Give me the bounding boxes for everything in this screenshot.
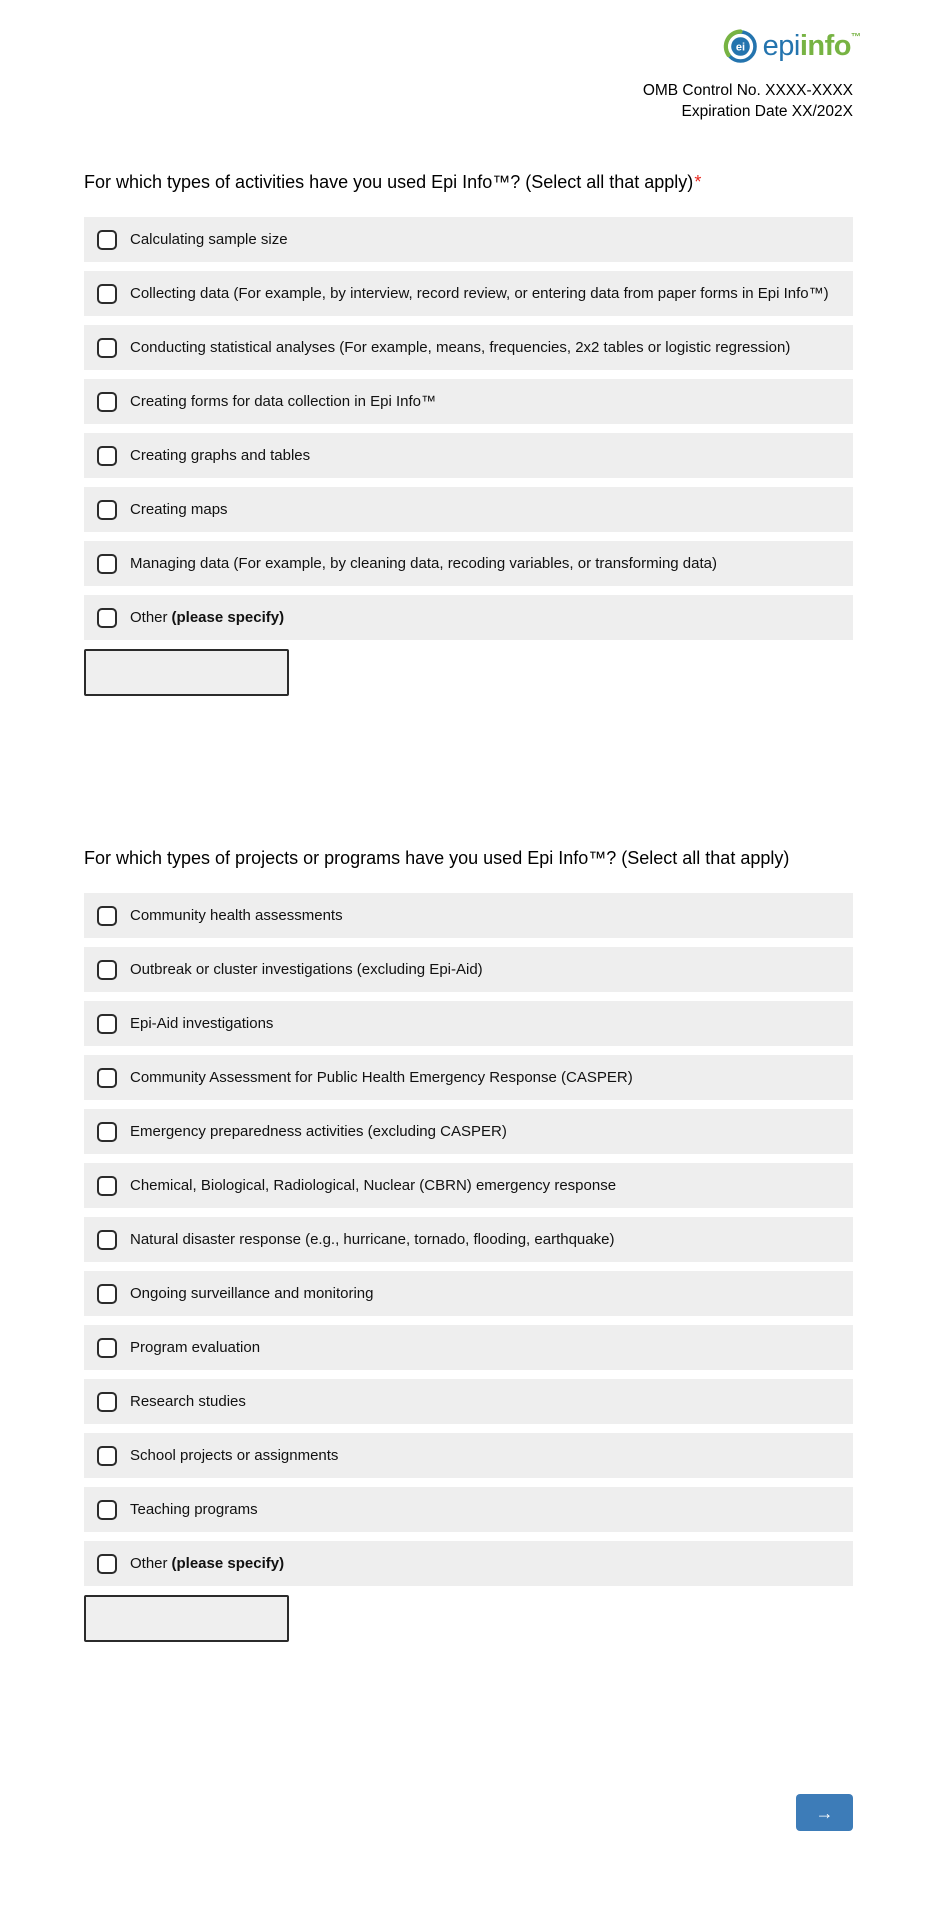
checkbox-option[interactable] (84, 1379, 853, 1424)
checkbox-option[interactable] (84, 1217, 853, 1262)
option-label: Calculating sample size (130, 231, 288, 248)
option-list (84, 217, 853, 640)
option-label: Creating graphs and tables (130, 447, 311, 464)
option-label: Research studies (130, 1393, 246, 1410)
checkbox[interactable] (97, 1554, 117, 1574)
checkbox[interactable] (97, 1284, 117, 1304)
checkbox-option[interactable] (84, 1163, 853, 1208)
checkbox-option[interactable] (84, 379, 853, 424)
checkbox[interactable] (97, 500, 117, 520)
checkbox-option[interactable] (84, 893, 853, 938)
option-label: Other (please specify) (130, 1555, 285, 1572)
checkbox[interactable] (97, 906, 117, 926)
checkbox-option[interactable] (84, 595, 853, 640)
option-label: Natural disaster response (e.g., hurricane, tornado, flooding, earthquake) (130, 1231, 615, 1248)
option-label: Creating maps (130, 501, 228, 518)
checkbox[interactable] (97, 1338, 117, 1358)
logo-text-epi: epi (762, 30, 800, 62)
option-label: Community Assessment for Public Health Emergency Response (CASPER) (130, 1069, 633, 1086)
omb-control-number: OMB Control No. XXXX-XXXX (642, 82, 853, 99)
question-block-projects (84, 840, 853, 1642)
checkbox[interactable] (97, 1500, 117, 1520)
omb-expiration-date: Expiration Date XX/202X (681, 103, 853, 120)
checkbox-option[interactable] (84, 325, 853, 370)
option-list (84, 893, 853, 1586)
next-page-button[interactable]: → (796, 1794, 853, 1831)
svg-text:ei: ei (735, 41, 745, 54)
checkbox-option[interactable] (84, 433, 853, 478)
checkbox[interactable] (97, 1230, 117, 1250)
checkbox[interactable] (97, 392, 117, 412)
survey-footer (84, 1794, 853, 1831)
question-title-text: For which types of projects or programs have you used Epi Info™? (Select all that apply) (84, 848, 790, 868)
option-label: Conducting statistical analyses (For example, means, frequencies, 2x2 tables or logistic regression) (130, 339, 791, 356)
checkbox[interactable] (97, 1176, 117, 1196)
option-label: School projects or assignments (130, 1447, 339, 1464)
option-label: Teaching programs (130, 1501, 258, 1518)
checkbox[interactable] (97, 230, 117, 250)
checkbox-option[interactable] (84, 1055, 853, 1100)
checkbox-option[interactable] (84, 1433, 853, 1478)
checkbox[interactable] (97, 1122, 117, 1142)
checkbox[interactable] (97, 446, 117, 466)
question-title (84, 840, 853, 876)
checkbox[interactable] (97, 1392, 117, 1412)
checkbox-option[interactable] (84, 217, 853, 262)
checkbox-option[interactable] (84, 1487, 853, 1532)
option-label: Community health assessments (130, 907, 343, 924)
option-label: Collecting data (For example, by interview, record review, or entering data from paper forms in Epi Info™) (130, 285, 829, 302)
epi-info-logo (722, 28, 861, 65)
checkbox[interactable] (97, 1068, 117, 1088)
option-label: Managing data (For example, by cleaning data, recoding variables, or transforming data) (130, 555, 717, 572)
omb-control-block (643, 80, 853, 122)
question-block-activities (84, 164, 853, 696)
checkbox[interactable] (97, 960, 117, 980)
option-label: Emergency preparedness activities (excluding CASPER) (130, 1123, 507, 1140)
checkbox[interactable] (97, 284, 117, 304)
question-title (84, 164, 853, 200)
other-specify-input[interactable] (84, 649, 289, 696)
logo-text-info: info (799, 30, 851, 62)
option-label: Creating forms for data collection in Epi Info™ (130, 393, 436, 410)
question-title-text: For which types of activities have you used Epi Info™? (Select all that apply) (84, 172, 694, 192)
checkbox[interactable] (97, 338, 117, 358)
option-label: Other (please specify) (130, 609, 285, 626)
epi-info-badge-icon (722, 28, 759, 65)
option-label: Program evaluation (130, 1339, 261, 1356)
checkbox[interactable] (97, 1446, 117, 1466)
option-label: Outbreak or cluster investigations (excluding Epi-Aid) (130, 961, 483, 978)
option-label: Ongoing surveillance and monitoring (130, 1285, 374, 1302)
logo-trademark: ™ (851, 32, 861, 43)
checkbox[interactable] (97, 1014, 117, 1034)
checkbox-option[interactable] (84, 1109, 853, 1154)
checkbox[interactable] (97, 608, 117, 628)
checkbox-option[interactable] (84, 271, 853, 316)
option-label: Chemical, Biological, Radiological, Nuclear (CBRN) emergency response (130, 1177, 617, 1194)
checkbox-option[interactable] (84, 1001, 853, 1046)
option-label: Epi-Aid investigations (130, 1015, 274, 1032)
checkbox-option[interactable] (84, 541, 853, 586)
page-header (84, 0, 861, 122)
checkbox-option[interactable] (84, 1271, 853, 1316)
checkbox[interactable] (97, 554, 117, 574)
other-specify-input[interactable] (84, 1595, 289, 1642)
checkbox-option[interactable] (84, 487, 853, 532)
required-asterisk: * (694, 172, 702, 192)
checkbox-option[interactable] (84, 1325, 853, 1370)
checkbox-option[interactable] (84, 1541, 853, 1586)
checkbox-option[interactable] (84, 947, 853, 992)
